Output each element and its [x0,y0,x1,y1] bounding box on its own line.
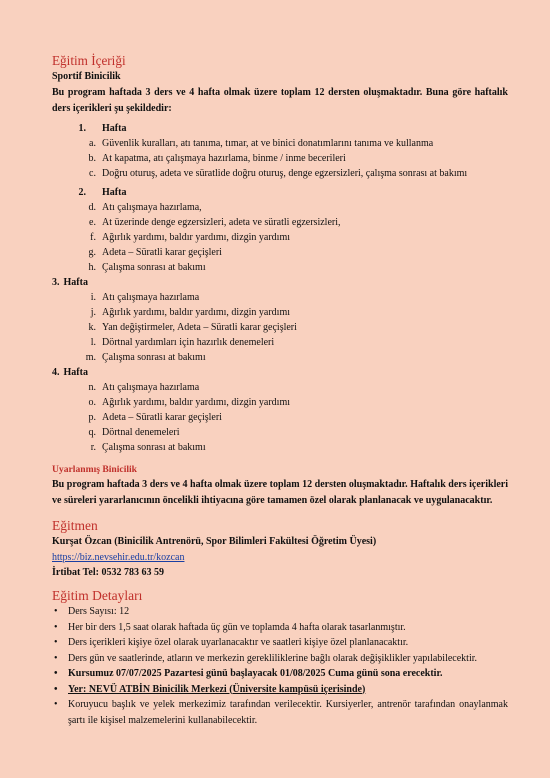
list-item: • Kursumuz 07/07/2025 Pazartesi günü başlayacak 01/08/2025 Cuma günü sona erecektir. [52,666,508,682]
list-item: a. Güvenlik kuralları, atı tanıma, tımar, at ve binici donatımlarını tanıma ve kullanma [89,138,434,149]
adapted-text: Bu program haftada 3 ders ve 4 hafta olmak üzere toplam 12 dersten oluşmaktadır. Haftalık ders içerikleri ve süreleri yararlanıcının öncelikli ihtiyacına göre tamamen özel olarak planlanacak ve uygulanacaktır. [52,479,508,506]
document-content [52,52,508,728]
list-item: c. Doğru oturuş, adeta ve süratlide doğru oturuş, denge egzersizleri, çalışma sonrası at bakımı [89,168,468,179]
list-item: b. At kapatma, atı çalışmaya hazırlama, binme / inme becerileri [88,153,346,164]
bullet-icon: • [54,668,58,679]
list-item: • Koruyucu başlık ve yelek merkezimiz tarafından verilecektir. Kursiyerler, antrenör tarafından onaylanmak şartı ile kişisel malzemelerini kullanabilecektir. [52,697,508,728]
list-item: m. Çalışma sonrası at bakımı [85,352,206,363]
list-item: k. Yan değiştirmeler, Adeta – Süratli karar geçişleri [88,322,297,333]
education-subheading: Sportif Binicilik [52,71,121,82]
education-heading: Eğitim İçeriği [52,53,126,68]
list-item: l. Dörtnal yardımları için hazırlık denemeleri [90,337,275,348]
trainer-profile-link[interactable]: https://biz.nevsehir.edu.tr/kozcan [52,552,185,563]
list-item: h. Çalışma sonrası at bakımı [88,262,206,273]
bullet-icon: • [54,683,58,695]
adapted-heading: Uyarlanmış Binicilik [52,464,138,475]
details-heading: Eğitim Detayları [52,588,143,603]
list-item: f. Ağırlık yardımı, baldır yardımı, dizgin yardımı [90,232,291,243]
bullet-icon: • [54,621,58,633]
week-1-heading: 1. Hafta [78,123,127,134]
list-item: • Ders Sayısı: 12 [52,604,508,620]
list-item: n. Atı çalışmaya hazırlama [88,382,200,393]
week-4-heading: 4. Hafta [52,367,88,378]
list-item: j. Ağırlık yardımı, baldır yardımı, dizgin yardımı [90,307,291,318]
list-item: r. Çalışma sonrası at bakımı [90,442,206,453]
list-item: • Her bir ders 1,5 saat olarak haftada üç gün ve toplamda 4 hafta olarak tasarlanmıştır. [52,620,508,636]
list-item: i. Atı çalışmaya hazırlama [90,292,200,303]
bullet-icon: • [54,606,58,617]
list-item: g. Adeta – Süratli karar geçişleri [88,247,222,258]
list-item: o. Ağırlık yardımı, baldır yardımı, dizgin yardımı [88,397,291,408]
list-item: • Yer: NEVÜ ATBİN Binicilik Merkezi (Üniversite kampüsü içerisinde) [52,682,508,698]
trainer-phone: İrtibat Tel: 0532 783 63 59 [52,567,164,578]
list-item: • Ders gün ve saatlerinde, atların ve merkezin gerekliliklerine bağlı olarak değişiklikler yapılabilecektir. [52,651,508,667]
week-2-heading: 2. Hafta [78,187,127,198]
list-item: d. Atı çalışmaya hazırlama, [88,202,202,213]
week-3-heading: 3. Hafta [52,277,88,288]
trainer-name: Kurşat Özcan (Binicilik Antrenörü, Spor Bilimleri Fakültesi Öğretim Üyesi) [52,536,377,547]
list-item: q. Dörtnal denemeleri [88,427,180,438]
bullet-icon: • [54,699,58,710]
bullet-icon: • [54,637,58,648]
list-item: e. At üzerinde denge egzersizleri, adeta ve süratli egzersizleri, [89,217,341,228]
education-intro: Bu program haftada 3 ders ve 4 hafta olmak üzere toplam 12 dersten oluşmaktadır. Buna göre haftalık ders içerikleri şu şekildedir: [52,87,508,114]
bullet-icon: • [54,652,58,664]
list-item: p. Adeta – Süratli karar geçişleri [88,412,222,423]
list-item: • Ders içerikleri kişiye özel olarak uyarlanacaktır ve saatleri kişiye özel planlanacaktır. [52,635,508,651]
trainer-heading: Eğitmen [52,518,98,533]
